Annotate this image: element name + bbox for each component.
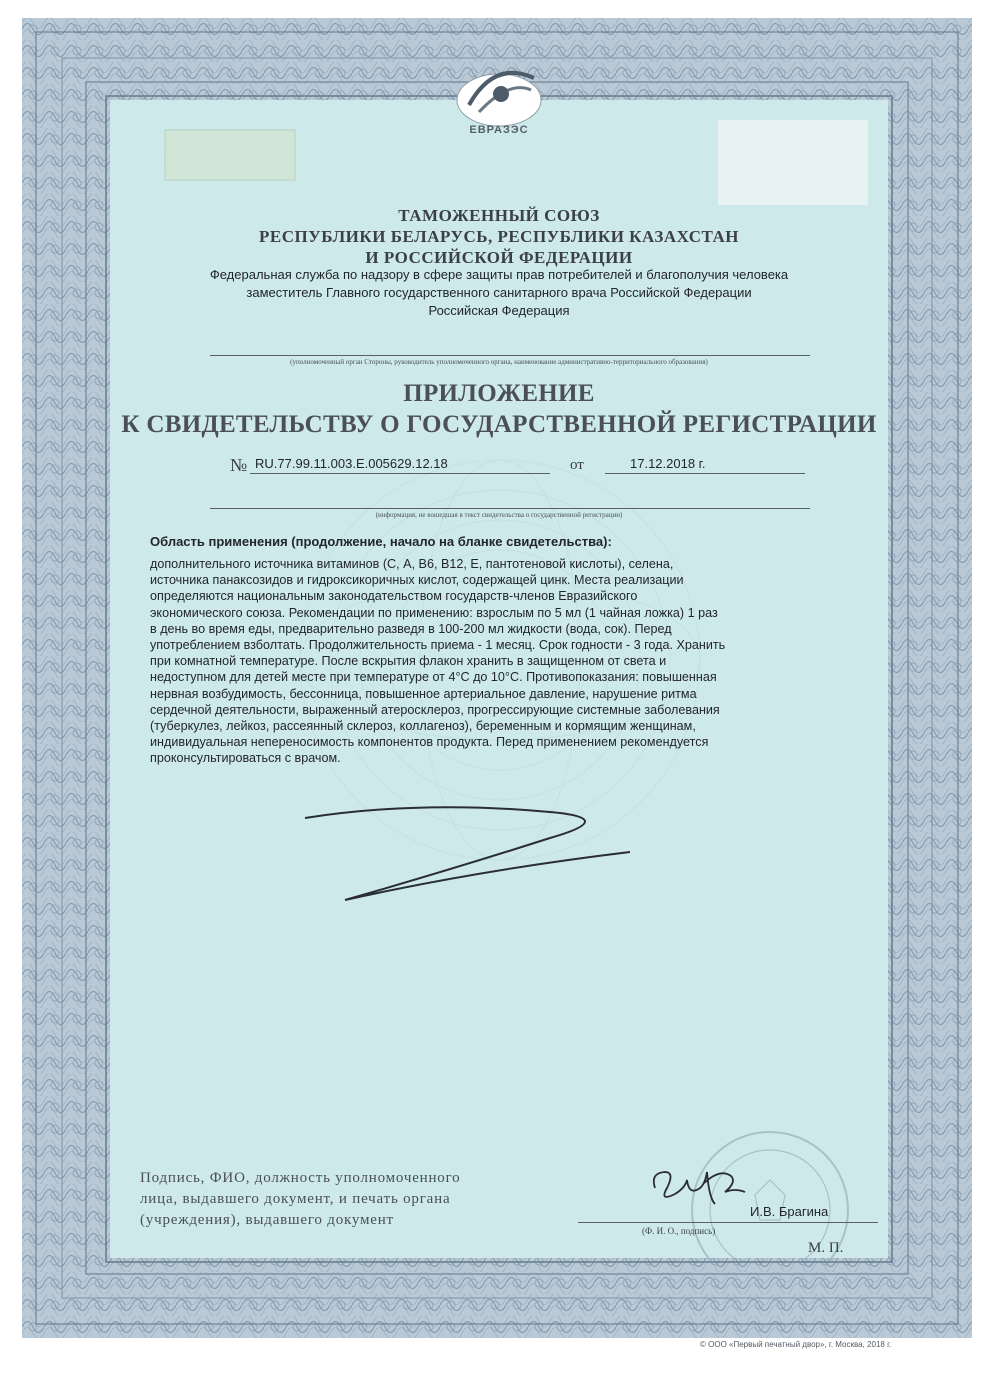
title-line-2: К СВИДЕТЕЛЬСТВУ О ГОСУДАРСТВЕННОЙ РЕГИСТРАЦИИ [121, 411, 877, 438]
info-underline [210, 508, 810, 509]
scope-heading: Область применения (продолжение, начало на бланке свидетельства): [150, 534, 612, 549]
printer-imprint: © ООО «Первый печатный двор», г. Москва, 2018 г. [700, 1340, 892, 1349]
seal-place: М. П. [808, 1240, 844, 1256]
date-label: от [570, 457, 584, 473]
signature-label [140, 1168, 560, 1231]
scope-line: (туберкулез, лейкоз, рассеянный склероз, коллагеноз), беременным и кормящим женщинам, [150, 719, 696, 734]
registration-row [110, 455, 888, 479]
scope-line: дополнительного источника витаминов (С, А, В6, В12, Е, пантотеновой кислоты), селена, [150, 557, 674, 571]
eurasec-logo [439, 50, 559, 150]
scope-line: сердечной деятельности, выраженный атеросклероз, прогрессирующие системные заболевания [150, 702, 720, 717]
number-underline [250, 473, 550, 474]
content-field [110, 100, 888, 1258]
registration-number: RU.77.99.11.003.E.005629.12.18 [255, 456, 448, 471]
document-title [110, 378, 888, 440]
scope-line: при комнатной температуре. После вскрытия флакон хранить в защищенном от света и [150, 654, 667, 669]
scope-line: индивидуальная непереносимость компонентов продукта. Перед применением рекомендуется [150, 735, 709, 750]
number-label: № [230, 455, 248, 475]
date-underline [605, 473, 805, 474]
agency-line: заместитель Главного государственного санитарного врача Российской Федерации [246, 285, 752, 300]
scope-line: недоступном для детей месте при температуре от 4°С до 10°С. Противопоказания: повышенная [150, 670, 717, 685]
agency-underline [210, 355, 810, 356]
agency-caption: (уполномоченный орган Стороны, руководитель уполномоченного органа, наименование административно-территориального образования) [290, 358, 708, 366]
scope-line: источника панаксозидов и гидроксикоричных кислот, содержащей цинк. Места реализации [150, 573, 684, 588]
scope-line: нервная возбудимость, бессонница, повышенное артериальное давление, нарушение ритма [150, 686, 697, 701]
agency-block [110, 266, 888, 320]
info-caption: (информация, не вошедшая в текст свидетельства о государственной регистрации) [375, 511, 623, 519]
scope-line: проконсультироваться с врачом. [150, 751, 341, 766]
handwritten-signature [645, 1158, 765, 1218]
signer-name: И.В. Брагина [750, 1204, 829, 1219]
scope-line: определяются национальным законодательством государств-членов Евразийского [150, 589, 638, 604]
scope-line: в день во время еды, предварительно разведя в 100-200 мл жидкости (вода, сок). Перед [150, 621, 672, 636]
agency-line: Федеральная служба по надзору в сфере защиты прав потребителей и благополучия человека [209, 267, 789, 282]
signature-label-line: лица, выдавшего документ, и печать органа [140, 1191, 451, 1207]
certificate-sheet [22, 18, 972, 1338]
scope-line: употреблением взболтать. Продолжительность приема - 1 месяц. Срок годности - 3 года. Хранить [150, 638, 726, 653]
title-line-1: ПРИЛОЖЕНИЕ [403, 380, 595, 407]
union-line: ТАМОЖЕННЫЙ СОЮЗ [398, 206, 600, 225]
registration-date: 17.12.2018 г. [630, 456, 706, 471]
signer-caption: (Ф. И. О., подпись) [642, 1226, 716, 1236]
logo-text: ЕВРАЗЭС [469, 124, 529, 136]
scope-line: экономического союза. Рекомендации по применению: взрослым по 5 мл (1 чайная ложка) 1 раз [150, 605, 718, 620]
union-title [110, 205, 888, 268]
agency-line: Российская Федерация [428, 303, 570, 318]
signature-label-line: (учреждения), выдавшего документ [140, 1212, 394, 1228]
blank-space-cancellation-mark [300, 800, 640, 910]
union-line: И РОССИЙСКОЙ ФЕДЕРАЦИИ [365, 248, 633, 267]
union-line: РЕСПУБЛИКИ БЕЛАРУСЬ, РЕСПУБЛИКИ КАЗАХСТАН [259, 227, 739, 246]
signer-underline [578, 1222, 878, 1223]
signature-label-line: Подпись, ФИО, должность уполномоченного [140, 1170, 461, 1186]
scope-text [150, 556, 862, 767]
